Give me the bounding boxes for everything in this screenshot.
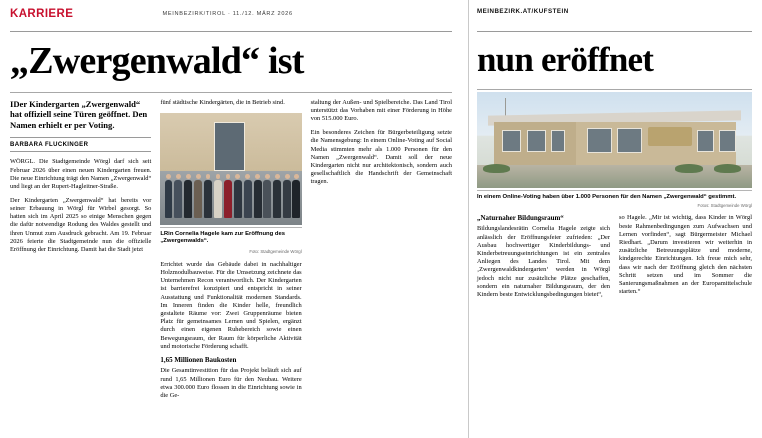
column-2 (160, 99, 301, 400)
section-kicker-meinbezirk: MEINBEZIRK.AT/KUFSTEIN (477, 8, 569, 15)
paragraph: Ein besonderes Zeichen für Bürgerbeteiligung setzte die Namensgebung: In einem Online-Voting auf Social Media stimmten mehr als 1.000 Personen für den Namen „Zwergenwald“. Damit soll der neue Kindergarten nicht nur architektonisch, sondern auch gesellschaftlich die Handschrift der Gemeinschaft tragen. (310, 129, 452, 186)
running-head-left (10, 8, 452, 28)
paragraph: so Hagele. „Mir ist wichtig, dass Kinder in Wörgl beste Rahmenbedingungen zum Aufwachsen und Lernen vorfinden“, sagt Bürgermeister Michael Riedhart. „Darum investieren wir weiterhin in zusätzliche Betreuungsplätze und moderne, kindgerechte Einrichtungen. Ich freue mich sehr, dass wir nach der Eröffnung gleich den nächsten Schritt setzen und im Sommer die Sanierungsmaßnahmen an der Europamittelschule starten.“ (619, 214, 752, 296)
paragraph: staltung der Außen- und Spielbereiche. Das Land Tirol unterstützt das Vorhaben mit einer Förderung in Höhe von 515.000 Euro. (310, 99, 452, 123)
page-title: „Zwergenwald“ ist (10, 40, 304, 82)
group-photo-caption: LRin Cornelia Hagele kam zur Eröffnung des „Zwergenwalds“. (160, 230, 286, 245)
lead-paragraph: IDer Kindergarten „Zwergenwald“ hat offiziell seine Türen geöffnet. Den Namen erhielt er per Voting. (10, 99, 148, 130)
paragraph: Der Kindergarten „Zwergenwald“ hat bereits vor seiner Erbauung in Wörgl für Wirbel gesorgt. So hatten sich im April 2025 so einige Menschen gegen die dafür notwendige Rodung des Waldes gestellt und ihren Unmut zum Ausdruck gebracht. Am 19. Februar 2026 feierte die Stadtgemeinde nun die offizielle Eröffnung der Einrichtung. Damit hat die Stadt jetzt (10, 196, 152, 253)
left-body-columns (10, 99, 452, 400)
column-5 (619, 214, 752, 299)
header-rule (10, 31, 452, 32)
subheading-bildungsraum: „Naturnaher Bildungsraum“ (477, 214, 564, 223)
building-photo-caption: In einem Online-Voting haben über 1.000 Personen für den Namen „Zwergenwald“ gestimmt. (477, 194, 737, 200)
section-kicker-karriere: KARRIERE (10, 8, 74, 20)
building-photo-image (477, 92, 752, 188)
column-1 (10, 99, 151, 400)
paragraph: fünf städtische Kindergärten, die in Betrieb sind. (160, 99, 285, 106)
group-photo-image (160, 113, 301, 225)
paragraph: Die Gesamtinvestition für das Projekt beläuft sich auf rund 1,65 Millionen Euro für den Neubau. Weitere etwa 300.000 Euro flossen in die Einrichtung sowie in die Ge- (160, 367, 302, 399)
building-photo-credit: Fotos: Stadtgemeinde Wörgl (697, 203, 752, 209)
paragraph: Bildungslandesrätin Cornelia Hagele zeigte sich anlässlich der Eröffnungsfeier zufrieden: „Der Ausbau hochwertiger Kinderbildungs- und Kinderbetreuungseinrichtungen ist ein zentrales Anliegen des Landes Tirol. Mit dem ‚Zwergenwaldkindergarten‘ werden in Wörgl jedoch nicht nur zusätzliche Plätze geschaffen, sondern ein naturnaher Bildungsraum, der den Kindern beste Entwicklungsbedingungen bietet“, (477, 225, 610, 298)
subheading-baukosten: 1,65 Millionen Baukosten (160, 356, 237, 365)
headline-rule (477, 89, 752, 90)
right-body-columns (477, 214, 752, 299)
column-3 (311, 99, 452, 400)
paragraph: WÖRGL. Die Stadtgemeinde Wörgl darf sich seit Februar 2026 über einen neuen Kindergarten freuen. Die neue Einrichtung trägt den Namen „Zwergenwald“ und liegt an der Rupert-Hagleitner-Straße. (10, 158, 152, 191)
kindergarten-logo (648, 127, 692, 146)
byline: BARBARA FLUCKINGER (10, 137, 151, 152)
header-rule (477, 31, 752, 32)
paragraph: Errichtet wurde das Gebäude dabei in nachhaltiger Holzmodulbauweise. Für die Umsetzung zeichnete das Unternehmen Recon verantwortlich. Der Kindergarten ist barrierefrei konzipiert und entspricht in seiner Ausstattung und Funktionalität modernen Standards. Im Inneren finden die Kinder helle, freundlich gestaltete Räume vor: Zwei Gruppenräume bieten Platz für gemeinsames Lernen und Spielen, ergänzt durch einen eigenen Ruhebereich sowie einen Bewegungsraum, der Raum für körperliche Aktivität und motorische Förderung schafft. (160, 260, 302, 350)
page-title-continued: nun eröffnet (477, 40, 654, 79)
building-photo-figure (477, 92, 752, 208)
right-page (468, 0, 762, 438)
group-photo-figure (160, 113, 301, 256)
group-photo-credit: Foto: Stadtgemeinde Wörgl (249, 248, 302, 254)
publication-dateline: MEINBEZIRK/TIROL · 11./12. MÄRZ 2026 (162, 11, 293, 17)
running-head-right (477, 8, 752, 28)
column-4 (477, 214, 610, 299)
headline-rule (10, 92, 452, 93)
